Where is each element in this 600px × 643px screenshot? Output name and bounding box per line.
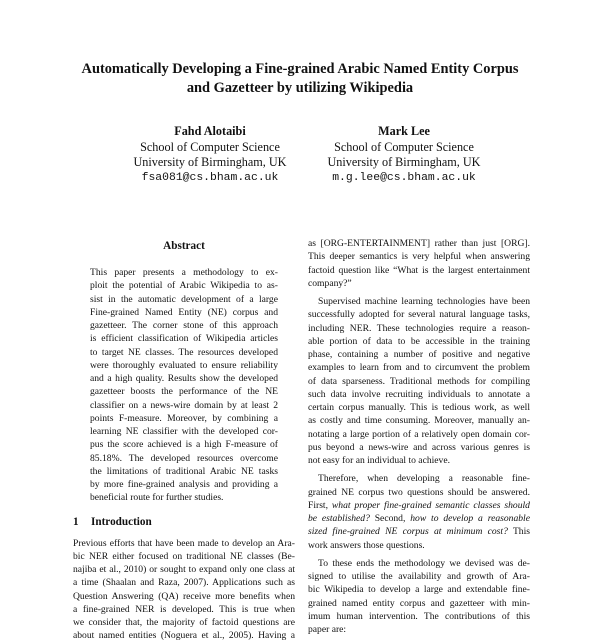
- abstract-line: by more fine-grained analysis and providing a: [90, 479, 278, 490]
- abstract-line: classifier on a news-wire domain by at least 2: [90, 399, 278, 411]
- text-line: pus beyond a news-wire and across various genres is: [308, 441, 530, 453]
- intro-line: a fine-grained NER is developed. This is true when: [73, 603, 295, 615]
- abstract-line: and a high quality. Results show the developed: [90, 373, 278, 384]
- title-line-2: and Gazetteer by utilizing Wikipedia: [186, 80, 414, 96]
- abstract-line: is efficient classification of Wikipedia articles: [90, 333, 278, 345]
- section-number: 1: [73, 515, 79, 528]
- abstract-line: points F-measure. Moreover, by combining a: [90, 412, 278, 424]
- abstract-line: the limitations of traditional Arabic NE tasks: [90, 465, 278, 477]
- paragraph: [308, 557, 530, 637]
- text-line: company?”: [308, 277, 352, 289]
- author-block-1: [110, 124, 310, 186]
- text-line: factoid question like “What is the largest entertainment: [308, 264, 530, 276]
- text-line: This deeper semantics is very helpful when answering: [308, 251, 530, 263]
- author-name: Fahd Alotaibi: [174, 124, 246, 138]
- author-affiliation: School of Computer Science: [334, 139, 474, 154]
- abstract-line: sist in the automatic development of a large: [90, 293, 278, 305]
- text-line: as costly and time consuming. Moreover, manually an-: [308, 415, 530, 427]
- text-line: of data sparseness. Traditional methods for compiling: [308, 375, 530, 387]
- italic-question: be established?: [308, 513, 370, 524]
- left-column: [73, 237, 295, 643]
- abstract-line: pus the score achieved is a high F-measure of: [90, 439, 278, 451]
- text-line: [308, 525, 530, 538]
- italic-question: how to develop a reasonable: [410, 513, 530, 524]
- text-line: including NER. These technologies require a reason-: [308, 322, 530, 334]
- text-line: [308, 512, 530, 525]
- abstract-line: 85.18%. The developed resources overcome: [90, 452, 278, 464]
- introduction-body: [73, 537, 295, 643]
- author-email: m.g.lee@cs.bham.ac.uk: [332, 171, 476, 184]
- abstract-line: gazetteer. The corner stone of this approach: [90, 320, 278, 331]
- text-line: as [ORG-ENTERTAINMENT] rather than just [ORG].: [308, 238, 530, 249]
- intro-line: bic NER either focused on traditional NE classes (Be-: [73, 550, 295, 562]
- section-title: Introduction: [91, 515, 152, 528]
- author-email: fsa081@cs.bham.ac.uk: [141, 171, 279, 184]
- paper-title: [60, 60, 540, 98]
- italic-question: what proper fine-grained semantic classes should: [331, 499, 530, 511]
- right-column: [308, 237, 530, 636]
- text-run: First,: [308, 499, 332, 511]
- intro-line: Previous efforts that have been made to develop an Ara-: [73, 537, 295, 549]
- abstract-line: learning NE classifier with the developed cor-: [90, 426, 278, 437]
- title-line-1: Automatically Developing a Fine-grained Arabic Named Entity Corpus: [81, 61, 519, 77]
- text-line: imum human intervention. The contributions of this: [308, 610, 530, 622]
- text-line: able portion of data to be accessible in the training: [308, 335, 530, 347]
- abstract-line: to target NE classes. The resources developed: [90, 346, 278, 358]
- text-run: Second,: [369, 513, 411, 524]
- author-block-2: [304, 124, 504, 186]
- abstract-line: ploit the potential of Arabic Wikipedia to as-: [90, 280, 278, 292]
- text-line: not easy for an individual to achieve.: [308, 455, 450, 466]
- text-line: grained named entity corpus and gazetteer with min-: [308, 597, 530, 609]
- author-name: Mark Lee: [378, 124, 430, 138]
- text-line: signed to utilise the availability and growth of Ara-: [308, 571, 530, 582]
- text-line: work answers those questions.: [308, 539, 425, 551]
- intro-line: about named entities (Noguera et al., 2005). Having a: [73, 630, 295, 642]
- abstract-heading: Abstract: [163, 240, 205, 252]
- text-line: successfully adopted for several natural language tasks,: [308, 309, 530, 321]
- text-line: examples to learn from and to circumvent the problem: [308, 362, 530, 374]
- abstract-line: beneficial route for further studies.: [90, 492, 224, 504]
- abstract-line: This paper presents a methodology to ex-: [90, 267, 278, 278]
- abstract-line: were thoroughly evaluated to ensure reliability: [90, 359, 278, 371]
- author-affiliation: School of Computer Science: [140, 139, 280, 154]
- text-run: This: [507, 526, 530, 538]
- author-institution: University of Birmingham, UK: [327, 155, 481, 170]
- text-line: Supervised machine learning technologies have been: [318, 296, 530, 307]
- text-line: notating a large portion of a relatively open domain cor-: [308, 428, 530, 440]
- text-line: certain corpus manually. This is tedious work, as well: [308, 402, 530, 413]
- text-line: phase, containing a number of positive and negative: [308, 349, 530, 360]
- text-line: paper are:: [308, 624, 347, 635]
- abstract-line: gazetteer boosts the performance of the NE: [90, 386, 278, 398]
- text-line: Therefore, when developing a reasonable fine-: [318, 473, 530, 485]
- paragraph: [308, 295, 530, 467]
- paragraph: [308, 472, 530, 552]
- text-line: such data involve recruiting individuals to annotate a: [308, 388, 530, 400]
- abstract-line: Fine-grained Named Entity (NE) corpus and: [90, 306, 278, 318]
- intro-line: Question Answering (QA) receive more benefits when: [73, 590, 295, 602]
- intro-line: we consider that, the majority of factoid questions are: [73, 617, 295, 628]
- intro-line: a time (Shaalan and Raza, 2007). Applications such as: [73, 577, 295, 589]
- section-heading-introduction: [73, 515, 295, 529]
- text-line: grained NE corpus two questions should be answered.: [308, 486, 530, 498]
- text-line: To these ends the methodology we devised was de-: [318, 557, 530, 569]
- author-institution: University of Birmingham, UK: [133, 155, 287, 170]
- paragraph: [308, 237, 530, 290]
- intro-line: najiba et al., 2010) or sought to expand only one class at: [73, 564, 295, 575]
- text-line: bic Wikipedia to develop a large and extendable fine-: [308, 584, 530, 596]
- italic-question: sized fine-grained NE corpus at minimum cost?: [308, 526, 508, 538]
- text-line: [308, 499, 530, 512]
- abstract-body: [90, 266, 278, 505]
